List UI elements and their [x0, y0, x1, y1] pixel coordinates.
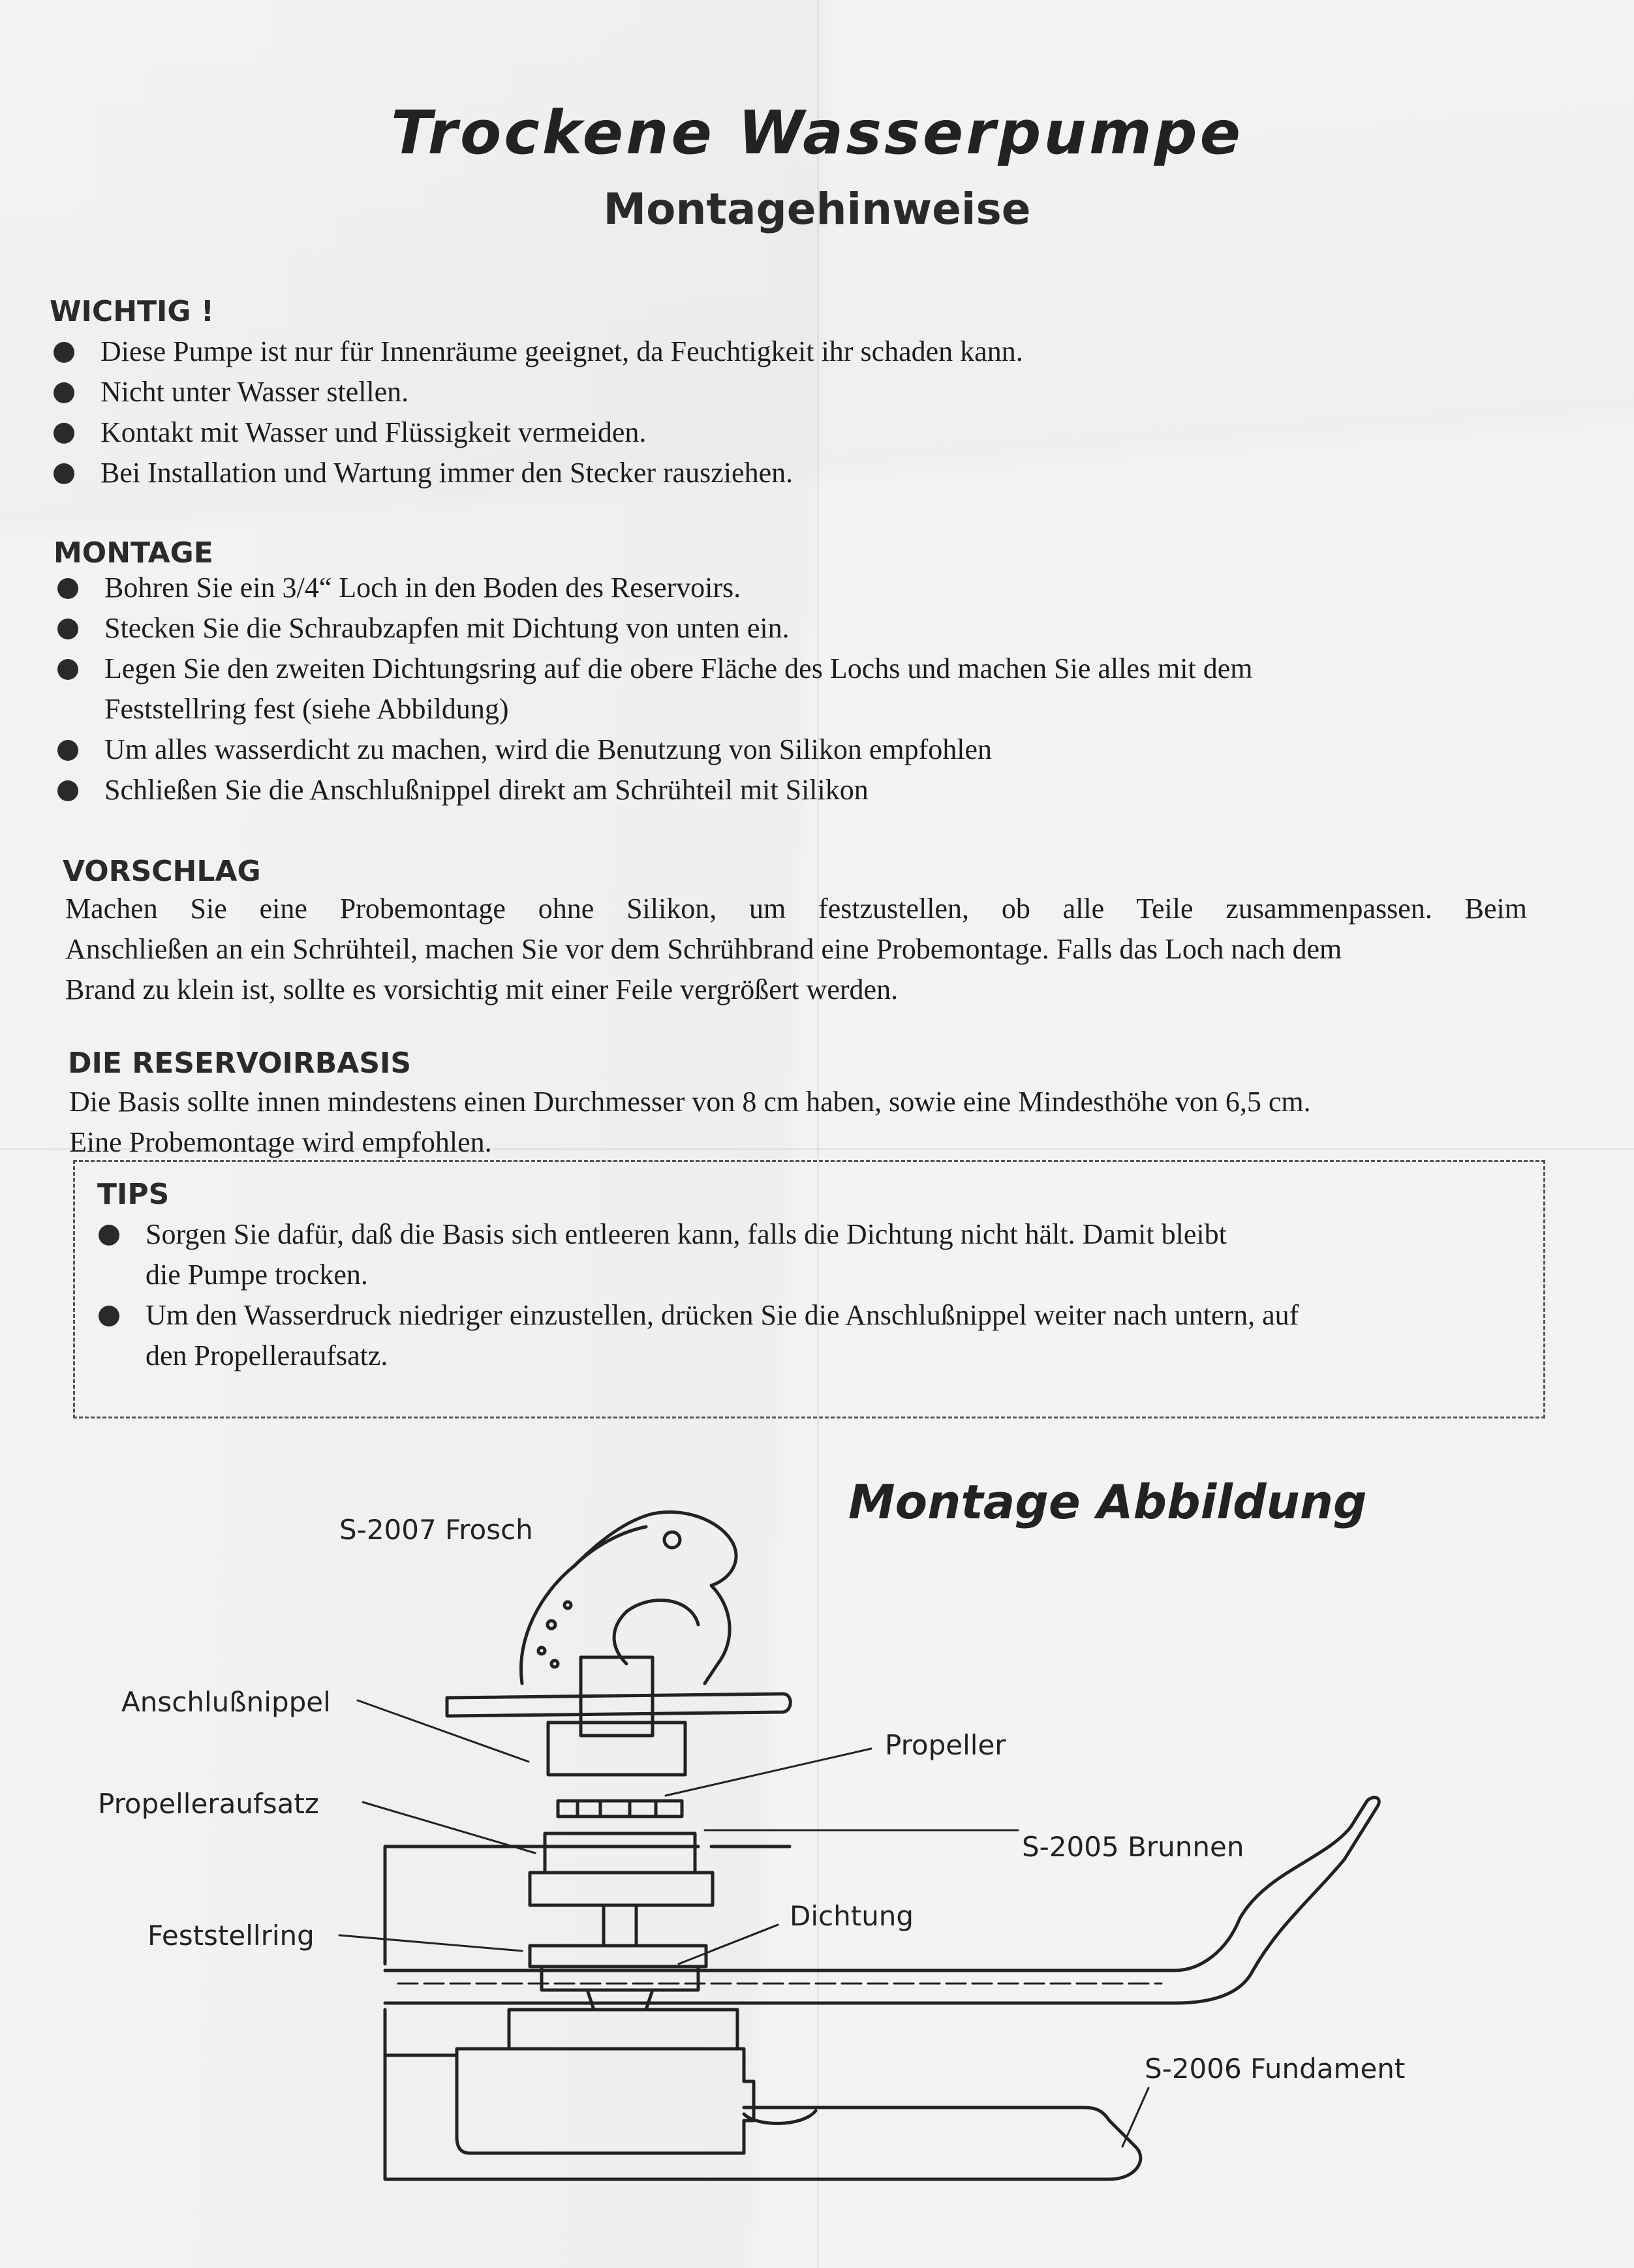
wichtig-list — [54, 331, 1023, 493]
bullet-icon — [57, 740, 78, 761]
bullet-icon — [57, 619, 78, 639]
diagram-title: Montage Abbildung — [848, 1475, 1367, 1529]
bullet-icon — [54, 463, 74, 484]
list-item-continuation: Feststellring fest (siehe Abbildung) — [104, 693, 509, 725]
propelleraufsatz-part — [545, 1833, 695, 1873]
list-item: Diese Pumpe ist nur für Innenräume geeignet, da Feuchtigkeit ihr schaden kann. — [54, 331, 1023, 372]
section-heading-reservoirbasis: DIE RESERVOIRBASIS — [68, 1047, 412, 1080]
bullet-icon — [54, 423, 74, 444]
bullet-icon — [54, 382, 74, 403]
list-item-continuation: den Propelleraufsatz. — [146, 1340, 388, 1372]
bullet-icon — [57, 578, 78, 599]
tips-list — [99, 1214, 1299, 1376]
montage-list — [57, 568, 1252, 810]
label-dichtung: Dichtung — [790, 1900, 914, 1932]
reservoirbasis-paragraph: Die Basis sollte innen mindestens einen Durchmesser von 8 cm haben, sowie eine Mindesthöhe von 6,5 cm. Eine Probemontage wird empfohlen. — [69, 1086, 1311, 1158]
list-item: Bohren Sie ein 3/4“ Loch in den Boden des Reservoirs. — [57, 568, 1252, 608]
label-frosch: S-2007 Frosch — [339, 1514, 533, 1546]
list-item: Um alles wasserdicht zu machen, wird die Benutzung von Silikon empfohlen — [57, 729, 1252, 770]
bullet-icon — [99, 1225, 119, 1246]
list-item: Sorgen Sie dafür, daß die Basis sich entleeren kann, falls die Dichtung nicht hält. Damit bleibt — [99, 1214, 1299, 1255]
document-title: Trockene Wasserpumpe — [390, 98, 1244, 168]
list-item-continuation: die Pumpe trocken. — [146, 1259, 368, 1291]
list-item: Stecken Sie die Schraubzapfen mit Dichtung von unten ein. — [57, 608, 1252, 649]
list-item: Legen Sie den zweiten Dichtungsring auf die obere Fläche des Lochs und machen Sie alles mit dem — [57, 649, 1252, 689]
label-brunnen: S-2005 Brunnen — [1022, 1831, 1244, 1863]
bullet-icon — [54, 342, 74, 363]
list-item: Kontakt mit Wasser und Flüssigkeit vermeiden. — [54, 412, 1023, 453]
list-item: Schließen Sie die Anschlußnippel direkt am Schrühteil mit Silikon — [57, 770, 1252, 810]
label-fundament: S-2006 Fundament — [1145, 2053, 1406, 2085]
label-propelleraufsatz: Propelleraufsatz — [98, 1788, 319, 1820]
assembly-diagram — [0, 1468, 1634, 2251]
bullet-icon — [57, 780, 78, 801]
list-item: Bei Installation und Wartung immer den Stecker rausziehen. — [54, 453, 1023, 493]
label-feststellring: Feststellring — [147, 1920, 315, 1952]
label-anschlussnippel: Anschlußnippel — [121, 1686, 331, 1718]
section-heading-montage: MONTAGE — [54, 536, 213, 570]
section-heading-vorschlag: VORSCHLAG — [63, 855, 261, 888]
document-subtitle: Montagehinweise — [603, 184, 1031, 234]
list-item: Um den Wasserdruck niedriger einzustellen, drücken Sie die Anschlußnippel weiter nach untern, auf — [99, 1295, 1299, 1336]
section-heading-tips: TIPS — [97, 1178, 170, 1211]
bullet-icon — [99, 1306, 119, 1326]
label-propeller: Propeller — [885, 1729, 1006, 1761]
bullet-icon — [57, 659, 78, 680]
section-heading-wichtig: WICHTIG ! — [50, 295, 214, 328]
vorschlag-paragraph: Machen Sie eine Probemontage ohne Silikon, um festzustellen, ob alle Teile zusammenpassen. Beim Anschließen an ein Schrühteil, machen Sie vor dem Schrühbrand eine Probemontage. Falls das Loch nach dem Brand zu klein ist, sollte es vorsichtig mit einer Feile vergrößert werden. — [65, 893, 1527, 1005]
tips-box — [73, 1160, 1545, 1418]
list-item: Nicht unter Wasser stellen. — [54, 372, 1023, 412]
